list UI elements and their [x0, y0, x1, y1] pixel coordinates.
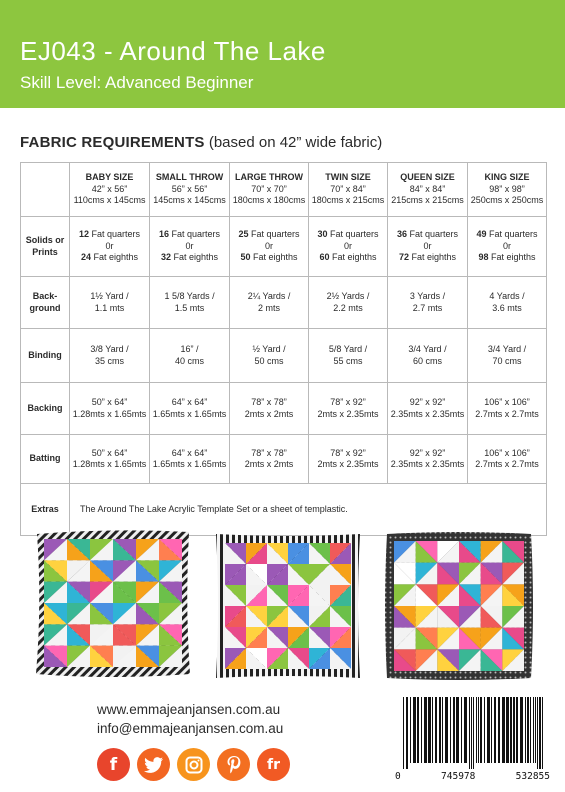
cell-line: 50” x 64”	[91, 397, 128, 407]
fe-count: 32	[161, 252, 172, 263]
barcode-bar	[506, 697, 509, 763]
cell-line: 2½ Yards /	[326, 291, 370, 301]
row-label-batting: Batting	[21, 435, 70, 484]
fe-label: Fat eighths	[408, 252, 456, 263]
table-cell	[468, 383, 547, 435]
website-link[interactable]: www.emmajeanjansen.com.au	[97, 702, 281, 717]
barcode-bar	[428, 697, 431, 763]
table-cell	[468, 277, 547, 329]
barcode-digits	[395, 771, 550, 782]
barcode-bar	[539, 697, 541, 769]
cell-line: 5/8 Yard /	[328, 344, 368, 354]
fabric-requirements-table	[20, 162, 547, 536]
row-label-binding: Binding	[21, 329, 70, 383]
barcode-bar	[464, 697, 467, 763]
fq-label: Fat quarters	[327, 229, 379, 240]
cell-line: 2mts x 2mts	[244, 408, 294, 419]
pillow-quilt-graphic	[33, 528, 193, 678]
barcode-bar	[421, 697, 422, 763]
table-cell	[309, 329, 388, 383]
pattern-title: EJ043 - Around The Lake	[20, 36, 326, 66]
cell-line: 2.35mts x 2.35mts	[390, 459, 465, 469]
fe-count: 72	[398, 252, 409, 263]
size-cms: 110cms x 145cms	[73, 195, 146, 206]
size-col-queen	[387, 163, 467, 217]
cell-line: 78” x 78”	[251, 397, 287, 407]
cell-line: 40 cms	[175, 355, 205, 366]
table-cell	[150, 217, 230, 277]
batting-row	[21, 435, 547, 484]
barcode-bar	[410, 697, 411, 763]
row-label-background: Back-ground	[21, 277, 70, 329]
fe-label: Fat eighths	[91, 252, 139, 263]
barcode-bar	[491, 697, 492, 763]
barcode-bar	[439, 697, 441, 763]
fe-count: 98	[478, 252, 489, 263]
barcode-bar	[516, 697, 518, 763]
pinterest-icon[interactable]	[217, 748, 250, 781]
cell-line: 78” x 92”	[330, 397, 366, 407]
cell-line: 1.5 mts	[174, 302, 205, 313]
patch-grid	[225, 543, 351, 669]
barcode-bar	[502, 697, 505, 763]
size-inches: 42” x 56”	[91, 183, 128, 194]
fq-count: 36	[396, 229, 407, 240]
barcode-digit-group-2: 532855	[515, 771, 550, 782]
fr-icon[interactable]: fr	[257, 748, 290, 781]
table-cell	[468, 435, 547, 484]
cell-line: 1½ Yard /	[90, 291, 129, 301]
size-col-large-throw	[230, 163, 309, 217]
barcode-bar	[537, 697, 538, 769]
row-label-backing: Backing	[21, 383, 70, 435]
size-cms: 145cms x 145cms	[153, 195, 226, 206]
barcode-bar	[450, 697, 451, 763]
or-label: 0r	[502, 240, 511, 251]
table-cell	[387, 217, 467, 277]
size-inches: 70” x 70”	[251, 183, 287, 194]
barcode-bar	[535, 697, 536, 763]
or-label: 0r	[185, 240, 194, 251]
table-cell	[230, 217, 309, 277]
table-cell	[150, 329, 230, 383]
table-cell	[70, 435, 150, 484]
cell-line: 1.65mts x 1.65mts	[152, 408, 227, 419]
size-inches: 98” x 98”	[489, 183, 525, 194]
cell-line: 64” x 64”	[171, 397, 208, 407]
barcode-bar	[413, 697, 416, 763]
header-banner	[0, 0, 565, 108]
table-cell	[150, 383, 230, 435]
cell-line: 3/4 Yard /	[487, 344, 527, 354]
barcode-bar	[542, 697, 543, 769]
table-cell	[150, 277, 230, 329]
cell-line: 92” x 92”	[409, 397, 446, 407]
cell-line: 2¼ Yards /	[247, 291, 291, 301]
instagram-icon[interactable]	[177, 748, 210, 781]
fq-count: 49	[476, 229, 487, 240]
table-cell	[468, 217, 547, 277]
cell-line: 55 cms	[333, 355, 363, 366]
table-cell	[309, 435, 388, 484]
cell-line: 2.7 mts	[412, 302, 443, 313]
barcode-bar	[530, 697, 531, 763]
table-cell	[387, 435, 467, 484]
table-cell	[309, 383, 388, 435]
barcode-bar	[487, 697, 490, 763]
fq-label: Fat quarters	[89, 229, 141, 240]
barcode-bar	[432, 697, 433, 763]
barcode-bar	[424, 697, 427, 763]
barcode-bar	[435, 697, 437, 763]
cell-line: 2 mts	[258, 302, 281, 313]
barcode-bar	[480, 697, 482, 763]
fe-count: 50	[240, 252, 251, 263]
table-cell	[230, 383, 309, 435]
table-cell	[387, 277, 467, 329]
barcode-bar	[471, 697, 472, 769]
cell-line: 106” x 106”	[484, 397, 530, 407]
cell-line: 2.7mts x 2.7mts	[475, 459, 539, 469]
size-cms: 250cms x 250cms	[470, 195, 544, 206]
cell-line: 70 cms	[492, 355, 522, 366]
table-cell	[387, 329, 467, 383]
cell-line: 2mts x 2mts	[244, 459, 294, 469]
barcode-bar	[484, 697, 485, 763]
barcode-bar	[473, 697, 474, 769]
fq-count: 25	[238, 229, 249, 240]
barcode-bar	[456, 697, 459, 763]
cell-line: 2mts x 2.35mts	[317, 459, 379, 469]
pillow-quilt-graphic	[214, 532, 362, 680]
cell-line: 78” x 78”	[251, 447, 287, 458]
cell-line: 64” x 64”	[171, 447, 208, 458]
barcode-bar	[403, 697, 404, 769]
barcode-bar	[417, 697, 419, 763]
cell-line: 3/4 Yard /	[408, 344, 447, 354]
facebook-icon[interactable]: f	[97, 748, 130, 781]
contact-info	[97, 700, 283, 738]
barcode-bar	[527, 697, 529, 763]
size-col-small-throw	[150, 163, 230, 217]
table-cell	[70, 383, 150, 435]
size-name: TWIN SIZE	[325, 172, 371, 183]
corner-cell	[21, 163, 70, 217]
fe-label: Fat eighths	[488, 252, 536, 263]
size-inches: 70” x 84”	[330, 183, 366, 194]
size-name: BABY SIZE	[85, 172, 134, 183]
heading-bold: FABRIC REQUIREMENTS	[20, 134, 205, 151]
or-label: 0r	[105, 240, 114, 251]
fe-count: 24	[80, 252, 91, 263]
barcode-digit-group-1: 745978	[441, 771, 476, 782]
cell-line: ½ Yard /	[252, 344, 286, 354]
size-inches: 84” x 84”	[409, 183, 446, 194]
email-link[interactable]: info@emmajeanjansen.com.au	[97, 721, 284, 736]
barcode-bar	[469, 697, 470, 769]
barcode-bar	[513, 697, 515, 763]
background-row	[21, 277, 547, 329]
pillow-image-3	[383, 530, 535, 682]
barcode-bar	[498, 697, 500, 763]
table-cell	[468, 329, 547, 383]
size-cms: 180cms x 215cms	[311, 195, 385, 206]
pillow-image-1	[33, 528, 193, 678]
barcode-digit-prefix: 0	[395, 771, 401, 782]
table-cell	[70, 277, 150, 329]
table-cell	[309, 277, 388, 329]
fq-label: Fat quarters	[486, 229, 538, 240]
fq-count: 30	[317, 229, 328, 240]
table-cell	[230, 277, 309, 329]
cell-line: 16” /	[180, 344, 199, 354]
cell-line: 1.65mts x 1.65mts	[152, 459, 227, 469]
fe-count: 60	[319, 252, 330, 263]
barcode-bar	[406, 697, 408, 769]
table-cell	[230, 329, 309, 383]
size-name: LARGE THROW	[235, 172, 304, 183]
twitter-icon[interactable]	[137, 748, 170, 781]
or-label: 0r	[423, 240, 432, 251]
barcode-bar	[453, 697, 455, 763]
or-label: 0r	[265, 240, 274, 251]
fq-label: Fat quarters	[406, 229, 458, 240]
heading-note: (based on 42” wide fabric)	[204, 134, 383, 151]
fe-label: Fat eighths	[171, 252, 219, 263]
cell-line: 60 cms	[412, 355, 442, 366]
social-icons	[97, 748, 290, 781]
size-name: SMALL THROW	[155, 172, 224, 183]
fq-label: Fat quarters	[169, 229, 221, 240]
table-cell	[70, 329, 150, 383]
fq-label: Fat quarters	[248, 229, 300, 240]
cell-line: 35 cms	[95, 355, 125, 366]
pillow-quilt-graphic	[383, 530, 535, 682]
size-cms: 215cms x 215cms	[391, 195, 464, 206]
barcode-bars	[395, 697, 550, 769]
patch-grid	[44, 539, 182, 667]
binding-row	[21, 329, 547, 383]
cell-line: 78” x 92”	[330, 447, 366, 458]
barcode-bar	[442, 697, 443, 763]
cell-line: 3 Yards /	[409, 291, 446, 301]
barcode-bar	[478, 697, 479, 763]
cell-line: 1 5/8 Yards /	[164, 291, 215, 301]
size-inches: 56” x 56”	[171, 183, 208, 194]
size-header-row	[21, 163, 547, 217]
cell-line: 50 cms	[254, 355, 284, 366]
table-cell	[230, 435, 309, 484]
table-cell	[387, 383, 467, 435]
pillow-image-2	[214, 532, 362, 680]
size-col-king	[468, 163, 547, 217]
barcode-bar	[520, 697, 523, 763]
fq-count: 12	[78, 229, 89, 240]
cell-line: 2mts x 2.35mts	[317, 408, 379, 419]
cell-line: 1.28mts x 1.65mts	[72, 459, 147, 469]
row-label-solids: Solids or Prints	[21, 217, 70, 277]
barcode-bar	[510, 697, 512, 763]
table-cell	[70, 217, 150, 277]
barcode-bar	[476, 697, 477, 763]
cell-line: 1.1 mts	[94, 302, 125, 313]
cell-line: 106” x 106”	[484, 447, 530, 458]
table-cell	[150, 435, 230, 484]
cell-line: 2.7mts x 2.7mts	[475, 408, 539, 419]
barcode-bar	[494, 697, 496, 763]
fq-count: 16	[159, 229, 170, 240]
skill-level: Skill Level: Advanced Beginner	[20, 73, 254, 92]
row-label-extras: Extras	[21, 484, 70, 536]
barcode-bar	[533, 697, 534, 763]
barcode	[395, 697, 550, 782]
barcode-bar	[445, 697, 448, 763]
cell-line: 2.2 mts	[333, 302, 363, 313]
cell-line: 50” x 64”	[91, 447, 128, 458]
cell-line: 3.6 mts	[492, 302, 522, 313]
size-col-twin	[309, 163, 388, 217]
fabric-requirements-heading	[20, 134, 382, 151]
size-col-baby	[70, 163, 150, 217]
extras-text: The Around The Lake Acrylic Template Set or a sheet of templastic.	[70, 484, 547, 536]
barcode-bar	[525, 697, 526, 763]
fe-label: Fat eighths	[329, 252, 377, 263]
cell-line: 3/8 Yard /	[90, 344, 129, 354]
size-cms: 180cms x 180cms	[232, 195, 306, 206]
backing-row	[21, 383, 547, 435]
table-cell	[309, 217, 388, 277]
cell-line: 4 Yards /	[489, 291, 525, 301]
barcode-bar	[461, 697, 462, 763]
size-name: QUEEN SIZE	[400, 172, 455, 183]
size-name: KING SIZE	[484, 172, 530, 183]
patch-grid	[394, 541, 524, 671]
cell-line: 2.35mts x 2.35mts	[390, 408, 465, 419]
cell-line: 1.28mts x 1.65mts	[72, 408, 147, 419]
fe-label: Fat eighths	[250, 252, 298, 263]
or-label: 0r	[343, 240, 352, 251]
solids-row	[21, 217, 547, 277]
cell-line: 92” x 92”	[409, 447, 446, 458]
